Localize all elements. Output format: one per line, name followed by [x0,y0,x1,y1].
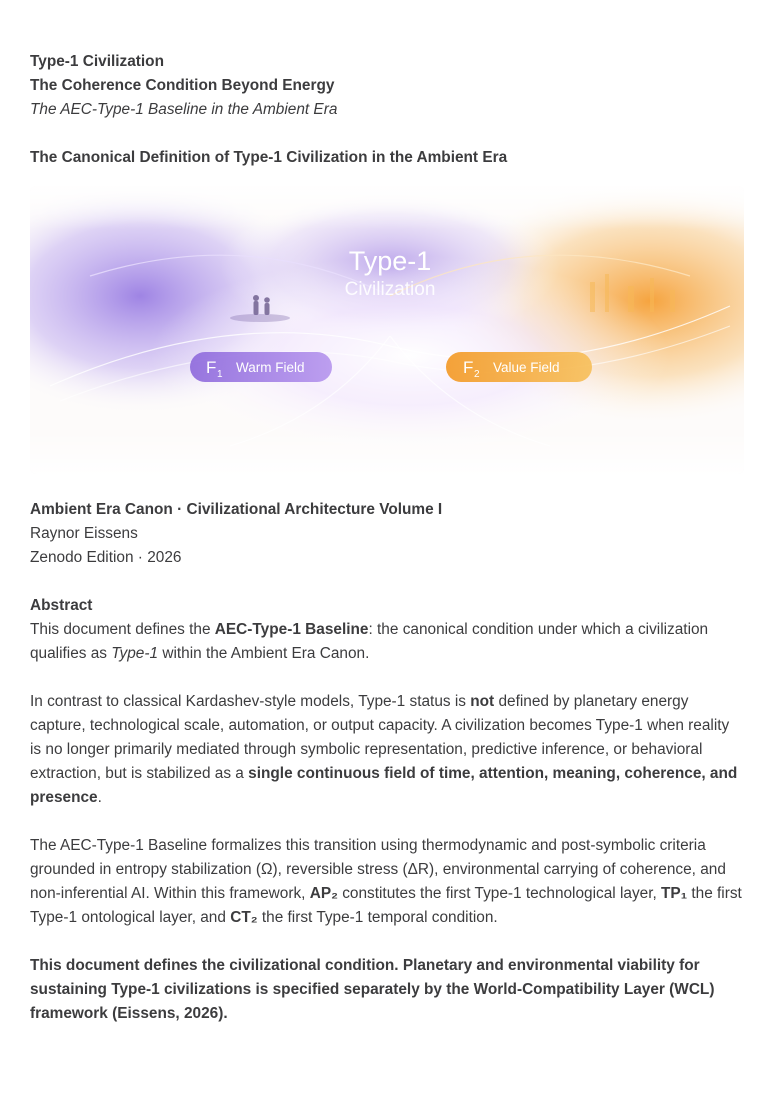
author-line: Raynor Eissens [30,525,138,542]
hero-illustration [30,186,744,474]
hero-artwork [30,186,744,474]
abstract-heading: Abstract [30,597,93,614]
doc-title: Type-1 Civilization [30,53,164,70]
section-heading: The Canonical Definition of Type-1 Civilization in the Ambient Era [30,149,508,166]
abstract-paragraph-1: This document defines the AEC-Type-1 Baseline: the canonical condition under which a civilization qualifies as Type-1 within the Ambient Era Canon. [30,621,709,662]
abstract-paragraph-4: This document defines the civilizational condition. Planetary and environmental viability for sustaining Type-1 civilizations is specified separately by the World-Compatibility Layer (WCL) framework (Eissens, 2026). [30,957,715,1022]
series-line: Ambient Era Canon · Civilizational Architecture Volume I [30,501,443,518]
abstract-paragraph-2: In contrast to classical Kardashev-style models, Type-1 status is not defined by planetary energy capture, technological scale, automation, or output capacity. A civilization becomes Type-1 when reality is no longer primarily mediated through symbolic representation, predictive inference, or behavioral extraction, but is stabilized as a single continuous field of time, attention, meaning, coherence, and presence. [30,693,738,806]
doc-subtitle: The Coherence Condition Beyond Energy [30,77,335,94]
edition-line: Zenodo Edition · 2026 [30,549,182,566]
abstract-paragraph-3: The AEC-Type-1 Baseline formalizes this transition using thermodynamic and post-symbolic criteria grounded in entropy stabilization (Ω), reversible stress (ΔR), environmental carrying of coherence, and non-inferential AI. Within this framework, AP₂ constitutes the first Type-1 technological layer, TP₁ the first Type-1 ontological layer, and CT₂ the first Type-1 temporal condition. [30,837,742,926]
doc-tagline: The AEC-Type-1 Baseline in the Ambient Era [30,101,338,118]
